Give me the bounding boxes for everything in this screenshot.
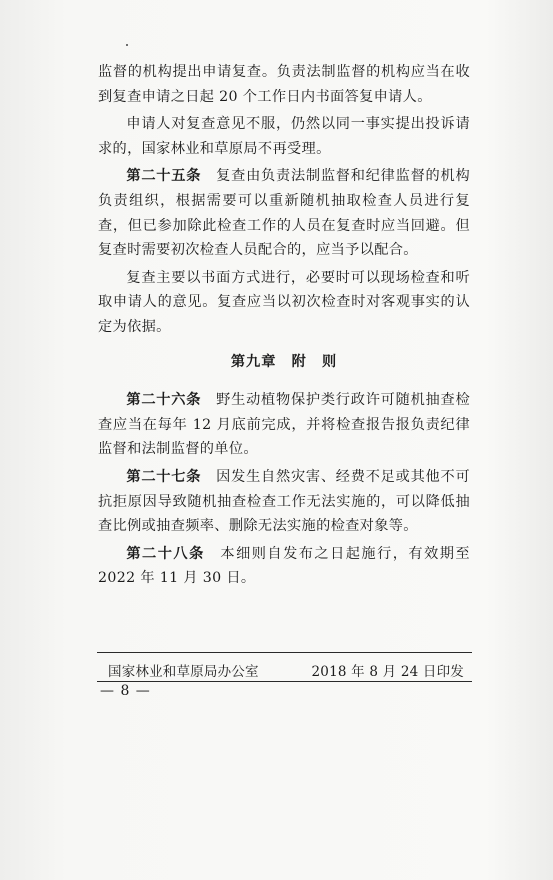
article-25-text: 复查由负责法制监督和纪律监督的机构负责组织，根据需要可以重新随机抽取检查人员进行复查，但已参加除此检查工作的人员在复查时应当回避。但复查时需要初次检查人员配合的，应当予以配合。 xyxy=(98,168,470,259)
footer-issuer: 国家林业和草原局办公室 xyxy=(108,664,259,680)
chapter-title: 第九章 附 则 xyxy=(230,353,338,370)
article-25-label: 第二十五条 xyxy=(126,168,202,185)
article-27-text: 因发生自然灾害、经费不足或其他不可抗拒原因导致随机抽查检查工作无法实施的，可以降低抽查比例或抽查频率、删除无法实施的检查对象等。 xyxy=(98,468,470,535)
article-26 xyxy=(98,388,470,462)
article-28 xyxy=(98,542,470,591)
paragraph-4: 复查主要以书面方式进行，必要时可以现场检查和听取申请人的意见。复查应当以初次检查时对客观事实的认定为依据。 xyxy=(98,269,470,335)
paragraph-2: 申请人对复查意见不服，仍然以同一事实提出投诉请求的，国家林业和草原局不再受理。 xyxy=(98,116,470,157)
scan-speck xyxy=(126,44,128,46)
article-25 xyxy=(98,164,470,262)
page-number: — 8 — xyxy=(100,683,151,699)
paragraph-1: 监督的机构提出申请复查。负责法制监督的机构应当在收到复查申请之日起 20 个工作日内书面答复申请人。 xyxy=(98,64,470,105)
article-26-text: 野生动植物保护类行政许可随机抽查检查应当在每年 12 月底前完成，并将检查报告报负责纪律监督和法制监督的单位。 xyxy=(98,392,470,458)
footer-date: 2018 年 8 月 24 日印发 xyxy=(311,664,464,680)
footer xyxy=(108,660,464,680)
footer-bottom-rule xyxy=(97,681,472,682)
article-28-label: 第二十八条 xyxy=(126,545,205,562)
article-27-label: 第二十七条 xyxy=(126,468,202,485)
document-body xyxy=(98,60,470,594)
article-27 xyxy=(98,465,470,539)
article-28-text: 本细则自发布之日起施行，有效期至 2022 年 11 月 30 日。 xyxy=(98,545,470,587)
article-26-label: 第二十六条 xyxy=(126,392,202,409)
footer-top-rule xyxy=(97,652,472,653)
